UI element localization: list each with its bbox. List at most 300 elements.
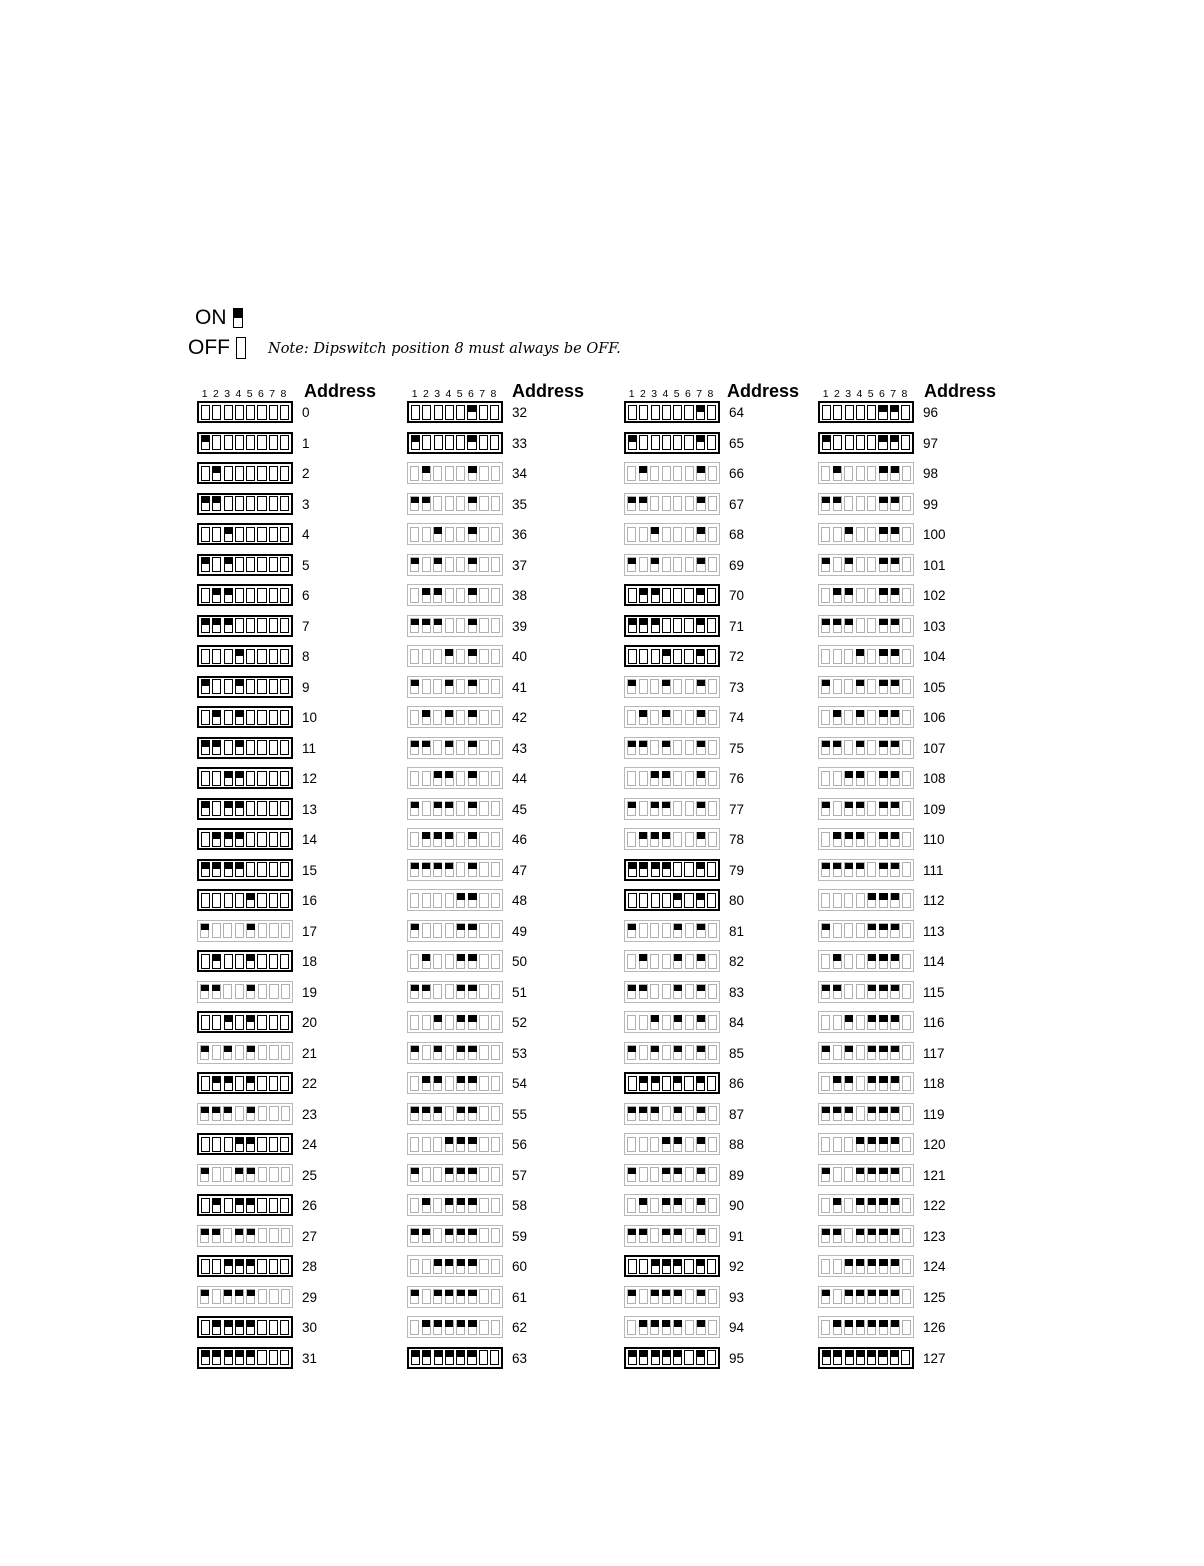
address-value: 42 [512,710,528,725]
switch-on-icon [844,1045,853,1060]
switch-off-icon [246,557,255,572]
address-row [624,432,744,454]
address-row [407,523,527,545]
address-row [818,767,946,789]
switch-off-icon [246,862,255,877]
switch-on-icon [867,1198,876,1213]
switch-off-icon [280,1350,289,1365]
switch-off-icon [246,588,255,603]
address-row [818,1286,946,1308]
switch-off-icon [445,954,454,969]
address-value: 31 [302,1350,318,1366]
address-value: 49 [512,923,528,939]
switch-off-icon [212,1167,221,1182]
switch-off-icon [651,405,660,420]
legend-off [188,336,246,360]
switch-off-icon [479,496,488,511]
switch-off-icon [445,984,454,999]
address-row [818,981,945,1003]
switch-off-icon [685,832,694,847]
switch-off-icon [269,1350,278,1365]
switch-position-number: 7 [269,388,276,400]
switch-off-icon [902,862,911,877]
switch-on-icon [890,618,899,633]
switch-off-icon [235,1045,244,1060]
address-value: 111 [923,862,944,878]
dipswitch-block [624,950,720,972]
dipswitch-block [624,706,720,728]
dipswitch-block [407,432,503,454]
address-value: 29 [302,1289,318,1305]
dipswitch-block [818,737,914,759]
switch-on-icon [696,466,705,481]
switch-off-icon [844,740,853,755]
switch-off-icon [902,1259,911,1274]
dipswitch-block [197,767,293,789]
address-row [197,1286,317,1308]
switch-off-icon [707,435,716,450]
switch-on-icon [224,618,233,633]
switch-off-icon [491,1289,500,1304]
switch-off-icon [821,893,830,908]
switch-on-icon [696,862,705,877]
switch-on-icon [468,740,477,755]
switch-on-icon [639,1350,648,1365]
switch-on-icon [890,923,899,938]
dipswitch-block [197,1042,293,1064]
dipswitch-block [407,1103,503,1125]
switch-off-icon [685,740,694,755]
switch-position-number: 8 [901,388,908,400]
dipswitch-block [407,767,503,789]
switch-off-icon [280,1198,289,1213]
switch-off-icon [662,984,671,999]
switch-off-icon [224,649,233,664]
switch-on-icon [673,1320,682,1335]
switch-off-icon [708,1289,717,1304]
switch-position-numbers [199,388,289,400]
address-row [624,584,744,606]
address-header: Address [512,381,585,401]
address-row [407,889,527,911]
switch-off-icon [639,435,648,450]
switch-off-icon [479,710,488,725]
switch-off-icon [833,679,842,694]
switch-off-icon [445,1045,454,1060]
switch-on-icon [456,1228,465,1243]
dipswitch-block [624,1072,720,1094]
switch-off-icon [479,801,488,816]
switch-off-icon [491,1228,500,1243]
switch-on-icon [879,557,888,572]
switch-off-icon [662,954,671,969]
switch-on-icon [200,1045,209,1060]
switch-off-icon [257,527,266,542]
switch-off-icon [867,405,876,420]
address-row [197,523,310,545]
dipswitch-block [197,554,293,576]
switch-off-icon [201,771,210,786]
switch-on-icon [890,679,899,694]
switch-on-icon [650,801,659,816]
address-row [624,615,744,637]
switch-on-icon [224,1259,233,1274]
address-row [407,950,527,972]
dipswitch-block [197,401,293,423]
switch-off-icon [707,618,716,633]
address-row [197,1011,317,1033]
switch-off-icon [479,740,488,755]
switch-off-icon [257,618,266,633]
switch-on-icon [433,1045,442,1060]
switch-on-icon [879,771,888,786]
address-row [818,462,938,484]
switch-off-icon [650,496,659,511]
switch-off-icon [821,1259,830,1274]
switch-off-icon [246,527,255,542]
switch-on-icon [456,1076,465,1091]
switch-off-icon [685,466,694,481]
switch-off-icon [257,801,266,816]
switch-on-icon [890,405,899,420]
dipswitch-block [407,645,503,667]
switch-off-icon [844,710,853,725]
switch-off-icon [708,527,717,542]
switch-off-icon [281,1228,290,1243]
switch-off-icon [269,832,278,847]
switch-on-icon [246,893,255,908]
switch-on-icon [639,862,648,877]
switch-off-icon [235,405,244,420]
dipswitch-block [197,1225,293,1247]
switch-off-icon [902,588,911,603]
switch-off-icon [628,893,637,908]
switch-on-icon [844,1320,853,1335]
switch-off-icon [280,405,289,420]
address-value: 8 [302,649,310,664]
switch-on-icon [639,466,648,481]
address-row [818,432,938,454]
switch-on-icon [235,1228,244,1243]
switch-off-icon [708,1228,717,1243]
switch-off-icon [235,1015,244,1030]
dipswitch-block [197,1103,293,1125]
switch-off-icon [821,1137,830,1152]
address-value: 26 [302,1198,318,1213]
switch-off-icon [650,984,659,999]
switch-off-icon [844,954,853,969]
switch-off-icon [479,1320,488,1335]
address-value: 59 [512,1228,528,1244]
switch-off-icon [269,527,278,542]
switch-off-icon [235,466,244,481]
switch-on-icon [445,771,454,786]
switch-on-icon [224,1076,233,1091]
address-value: 27 [302,1228,318,1244]
switch-off-icon [246,496,255,511]
switch-off-icon [856,618,865,633]
switch-off-icon [479,1167,488,1182]
switch-on-icon [696,496,705,511]
switch-on-icon [201,618,210,633]
switch-on-icon [878,1350,887,1365]
switch-off-icon [479,1289,488,1304]
address-value: 57 [512,1167,528,1183]
switch-off-icon [867,679,876,694]
address-value: 9 [302,679,310,695]
switch-on-icon [879,801,888,816]
switch-off-icon [201,893,210,908]
dipswitch-block [407,981,503,1003]
dipswitch-block [624,1225,720,1247]
switch-position-number: 6 [878,388,885,400]
off-label: OFF [188,336,230,359]
dipswitch-block [197,1072,293,1094]
switch-off-icon [410,893,419,908]
dipswitch-block [818,1133,914,1155]
switch-off-icon [627,710,636,725]
address-row [624,981,744,1003]
switch-on-icon [844,771,853,786]
switch-on-icon [651,1259,660,1274]
switch-on-icon [627,496,636,511]
address-value: 10 [302,710,318,725]
address-value: 58 [512,1198,528,1213]
switch-off-icon [280,740,289,755]
switch-on-icon [662,1198,671,1213]
switch-off-icon [639,893,648,908]
switch-on-icon [879,1167,888,1182]
switch-on-icon [662,1167,671,1182]
switch-on-icon [445,832,454,847]
dipswitch-block [818,584,914,606]
switch-off-icon [491,527,500,542]
switch-off-icon [410,1198,419,1213]
switch-on-icon [433,527,442,542]
address-row [197,1255,317,1277]
switch-off-icon [257,435,266,450]
switch-off-icon [223,1228,232,1243]
address-row [624,889,744,911]
address-value: 6 [302,588,310,603]
switch-on-icon [696,588,705,603]
switch-off-icon [833,771,842,786]
switch-on-icon [639,1106,648,1121]
switch-off-icon [269,893,278,908]
switch-on-icon [867,1259,876,1274]
switch-off-icon [856,435,865,450]
switch-off-icon [445,1015,454,1030]
switch-off-icon [662,1015,671,1030]
switch-off-icon [708,771,717,786]
switch-on-icon [856,1137,865,1152]
address-row [197,1194,317,1216]
switch-off-icon [235,984,244,999]
address-row [407,554,527,576]
address-row [818,1347,946,1369]
switch-on-icon [422,1106,431,1121]
address-value: 15 [302,862,318,878]
switch-off-icon [280,893,289,908]
switch-on-icon [627,1167,636,1182]
switch-on-icon [639,710,648,725]
switch-off-icon [867,435,876,450]
switch-on-icon [662,649,671,664]
address-value: 55 [512,1106,528,1122]
switch-on-icon [246,1289,255,1304]
switch-off-icon [410,1076,419,1091]
switch-on-icon [212,618,221,633]
switch-on-icon [879,679,888,694]
address-value: 73 [729,679,745,695]
switch-off-icon [867,649,876,664]
switch-on-icon [833,1320,842,1335]
switch-on-icon [445,801,454,816]
switch-on-icon [224,588,233,603]
switch-off-icon [491,588,500,603]
switch-off-icon [902,1015,911,1030]
switch-on-icon [673,923,682,938]
switch-on-icon [879,1289,888,1304]
switch-on-icon [445,740,454,755]
dipswitch-block [197,828,293,850]
switch-off-icon [491,1320,500,1335]
switch-on-icon [468,466,477,481]
switch-off-icon [708,984,717,999]
switch-off-icon [491,771,500,786]
address-value: 74 [729,710,745,725]
switch-off-icon [867,466,876,481]
switch-on-icon [201,801,210,816]
switch-on-icon [422,984,431,999]
switch-off-icon [479,832,488,847]
switch-off-icon [833,1015,842,1030]
switch-off-icon [456,618,465,633]
switch-off-icon [685,923,694,938]
dipswitch-block [624,493,720,515]
switch-off-icon [212,1015,221,1030]
switch-off-icon [410,466,419,481]
switch-off-icon [433,740,442,755]
switch-on-icon [844,1076,853,1091]
switch-on-icon [833,466,842,481]
switch-on-icon [627,1228,636,1243]
switch-on-icon [468,893,477,908]
switch-off-icon [479,1137,488,1152]
dipswitch-block [818,889,914,911]
address-row [407,1286,527,1308]
address-row [818,1011,945,1033]
switch-on-icon [212,984,221,999]
switch-off-icon [258,1106,267,1121]
address-value: 77 [729,801,745,817]
switch-on-icon [422,466,431,481]
dipswitch-block [407,1347,503,1369]
switch-on-icon [235,832,244,847]
switch-off-icon [281,984,290,999]
address-value: 76 [729,771,745,786]
switch-off-icon [224,405,233,420]
address-row [624,645,744,667]
switch-on-icon [224,832,233,847]
switch-on-icon [456,1167,465,1182]
address-row [818,1072,945,1094]
switch-on-icon [878,405,887,420]
switch-off-icon [269,1259,278,1274]
switch-off-icon [269,1106,278,1121]
dipswitch-block [407,1316,503,1338]
switch-on-icon [410,496,419,511]
switch-on-icon [468,496,477,511]
switch-off-icon [257,954,266,969]
switch-off-icon [257,679,266,694]
switch-off-icon [280,679,289,694]
dipswitch-block [197,1255,293,1277]
switch-on-icon [468,1076,477,1091]
switch-on-icon [411,1350,420,1365]
dipswitch-block [624,1286,720,1308]
switch-on-icon [673,1228,682,1243]
address-row [624,1164,744,1186]
switch-off-icon [281,1167,290,1182]
switch-off-icon [212,527,221,542]
switch-off-icon [867,496,876,511]
switch-off-icon [445,893,454,908]
switch-off-icon [212,1045,221,1060]
switch-off-icon [662,1076,671,1091]
address-value: 108 [923,771,946,786]
switch-on-icon [628,618,637,633]
dipswitch-note: Note: Dipswitch position 8 must always be OFF. [268,341,621,357]
switch-off-icon [708,1106,717,1121]
address-value: 0 [302,405,310,420]
switch-off-icon [673,557,682,572]
dipswitch-block [818,401,914,423]
address-value: 71 [729,618,745,634]
switch-off-icon [685,1137,694,1152]
switch-on-icon [445,710,454,725]
address-value: 11 [302,740,317,756]
switch-off-icon [280,954,289,969]
switch-off-icon [269,1198,278,1213]
address-value: 65 [729,435,745,451]
switch-on-icon [696,435,705,450]
switch-on-icon [890,1106,899,1121]
switch-off-icon [902,557,911,572]
switch-on-icon [246,1228,255,1243]
address-row [197,1225,317,1247]
switch-off-icon [456,496,465,511]
switch-off-icon [650,1137,659,1152]
address-row [407,981,527,1003]
switch-off-icon [410,1320,419,1335]
switch-on-icon [628,435,637,450]
switch-off-icon [833,557,842,572]
switch-off-icon [708,496,717,511]
address-row [818,1164,946,1186]
switch-on-icon [867,1045,876,1060]
address-value: 20 [302,1015,318,1030]
switch-off-icon [445,1076,454,1091]
switch-on-icon [696,527,705,542]
switch-off-icon [280,1259,289,1274]
switch-on-icon [673,1106,682,1121]
switch-on-icon [867,1137,876,1152]
switch-off-icon [422,893,431,908]
switch-on-icon [201,679,210,694]
switch-on-icon [422,1320,431,1335]
switch-on-icon [833,862,842,877]
